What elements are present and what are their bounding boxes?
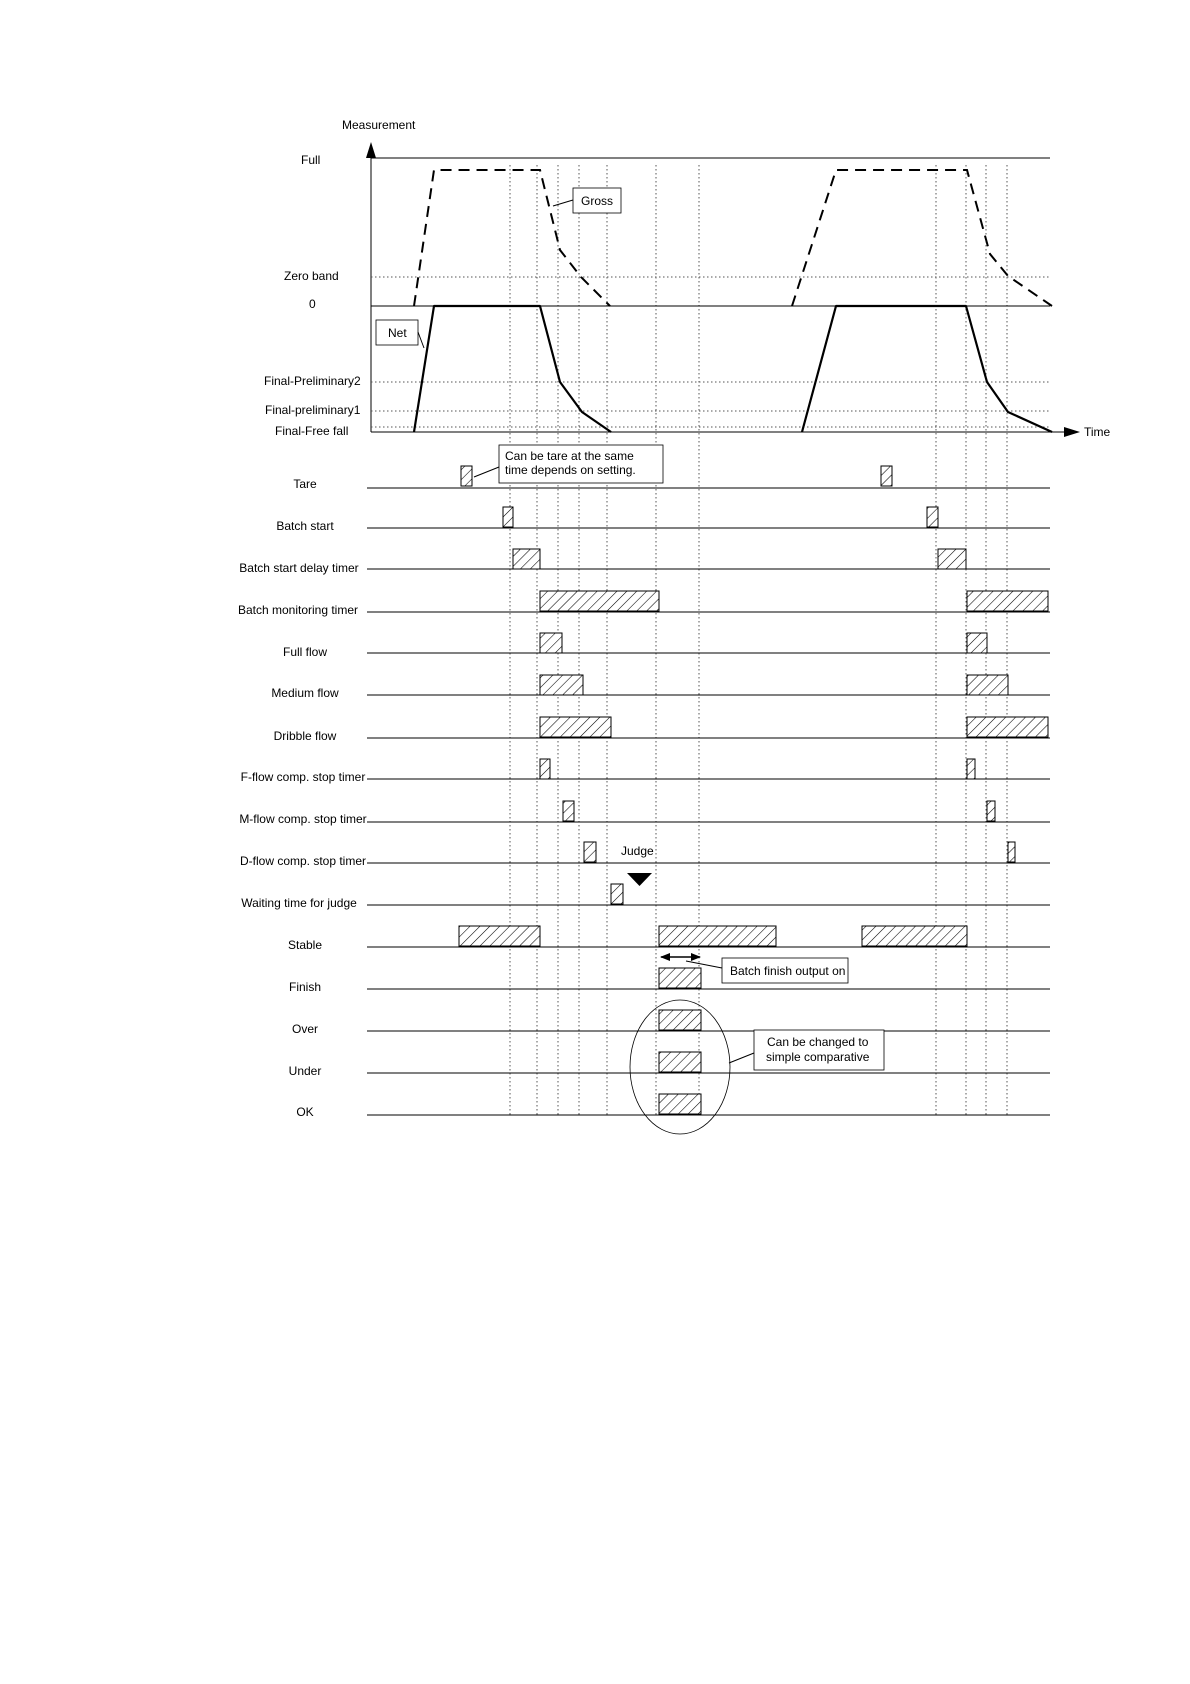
full-flow-pulse bbox=[540, 633, 562, 653]
stable-pulse-3 bbox=[862, 926, 967, 946]
stable-pulse-2 bbox=[659, 926, 776, 946]
signal-pulses bbox=[459, 466, 1048, 1114]
batch-start-pulse-2 bbox=[927, 507, 938, 527]
over-pulse bbox=[659, 1010, 701, 1030]
judge-arrow-icon bbox=[627, 873, 652, 886]
signal-label-medium-flow: Medium flow bbox=[271, 686, 339, 700]
signal-label-ok: OK bbox=[296, 1105, 314, 1119]
d-flow-comp-stop-timer-pulse bbox=[584, 842, 596, 862]
gross-label: Gross bbox=[581, 194, 614, 208]
signal-label-under: Under bbox=[288, 1064, 322, 1078]
signal-label-batch-start: Batch start bbox=[276, 519, 334, 533]
batch-monitoring-timer-pulse bbox=[540, 591, 659, 611]
batch-monitoring-timer-pulse-2 bbox=[967, 591, 1048, 611]
net-label: Net bbox=[388, 326, 407, 340]
m-flow-comp-stop-timer-pulse-2 bbox=[987, 801, 995, 821]
judge-marker bbox=[621, 844, 654, 886]
signal-label-over: Over bbox=[291, 1022, 319, 1036]
tare-pulse bbox=[461, 466, 472, 486]
batch-start-delay-timer-pulse bbox=[513, 549, 540, 569]
net-curve bbox=[414, 306, 611, 432]
net-callout bbox=[376, 320, 424, 348]
signal-label-batch-start-delay-timer: Batch start delay timer bbox=[239, 561, 359, 575]
signal-label-finish: Finish bbox=[288, 980, 322, 994]
gross-callout bbox=[553, 188, 621, 213]
medium-flow-pulse bbox=[540, 675, 583, 695]
comparative-line1: Can be changed to bbox=[767, 1035, 869, 1049]
signal-label-dribble-flow: Dribble flow bbox=[273, 729, 337, 743]
full-level-label: Full bbox=[301, 153, 321, 167]
time-axis-label: Time bbox=[1084, 425, 1111, 439]
signal-rows bbox=[238, 477, 1050, 1119]
measurement-chart bbox=[264, 118, 1111, 439]
ok-pulse bbox=[659, 1094, 701, 1114]
finish-pulse bbox=[659, 968, 701, 988]
final-preliminary1-label: Final-preliminary1 bbox=[265, 403, 361, 417]
waiting-time-for-judge-pulse bbox=[611, 884, 623, 904]
batch-start-pulse bbox=[503, 507, 513, 527]
comparative-line2: simple comparative bbox=[766, 1050, 870, 1064]
f-flow-comp-stop-timer-pulse bbox=[540, 759, 550, 779]
stable-pulse bbox=[459, 926, 540, 946]
net-curve-2 bbox=[802, 306, 1052, 432]
medium-flow-pulse-2 bbox=[967, 675, 1008, 695]
dribble-flow-pulse bbox=[540, 717, 611, 737]
final-preliminary2-label: Final-Preliminary2 bbox=[264, 374, 361, 388]
signal-label-stable: Stable bbox=[287, 938, 323, 952]
m-flow-comp-stop-timer-pulse bbox=[563, 801, 574, 821]
zero-level-label: 0 bbox=[309, 297, 316, 311]
judge-label: Judge bbox=[621, 844, 654, 858]
signal-label-tare: Tare bbox=[293, 477, 317, 491]
gross-curve-2 bbox=[792, 170, 1052, 306]
zero-band-label: Zero band bbox=[284, 269, 339, 283]
final-free-fall-label: Final-Free fall bbox=[275, 424, 349, 438]
time-axis-arrow-icon bbox=[1064, 427, 1080, 437]
signal-label-m-flow-comp-stop-timer: M-flow comp. stop timer bbox=[239, 812, 367, 826]
signal-label-f-flow-comp-stop-timer: F-flow comp. stop timer bbox=[240, 770, 366, 784]
tare-pulse-2 bbox=[881, 466, 892, 486]
signal-label-d-flow-comp-stop-timer: D-flow comp. stop timer bbox=[239, 854, 367, 868]
tare-note-callout bbox=[474, 445, 663, 483]
signal-label-full-flow: Full flow bbox=[282, 645, 328, 659]
d-flow-comp-stop-timer-pulse-2 bbox=[1008, 842, 1015, 862]
f-flow-comp-stop-timer-pulse-2 bbox=[967, 759, 975, 779]
signal-label-waiting-time-for-judge: Waiting time for judge bbox=[241, 896, 357, 910]
measurement-axis-label: Measurement bbox=[342, 118, 416, 132]
y-axis-arrow-icon bbox=[366, 142, 376, 158]
tare-note-line2: time depends on setting. bbox=[505, 463, 636, 477]
batch-start-delay-timer-pulse-2 bbox=[938, 549, 966, 569]
signal-label-batch-monitoring-timer: Batch monitoring timer bbox=[237, 603, 359, 617]
full-flow-pulse-2 bbox=[967, 633, 987, 653]
batch-finish-label: Batch finish output on bbox=[730, 964, 846, 978]
tare-note-line1: Can be tare at the same bbox=[505, 449, 634, 463]
under-pulse bbox=[659, 1052, 701, 1072]
dribble-flow-pulse-2 bbox=[967, 717, 1048, 737]
